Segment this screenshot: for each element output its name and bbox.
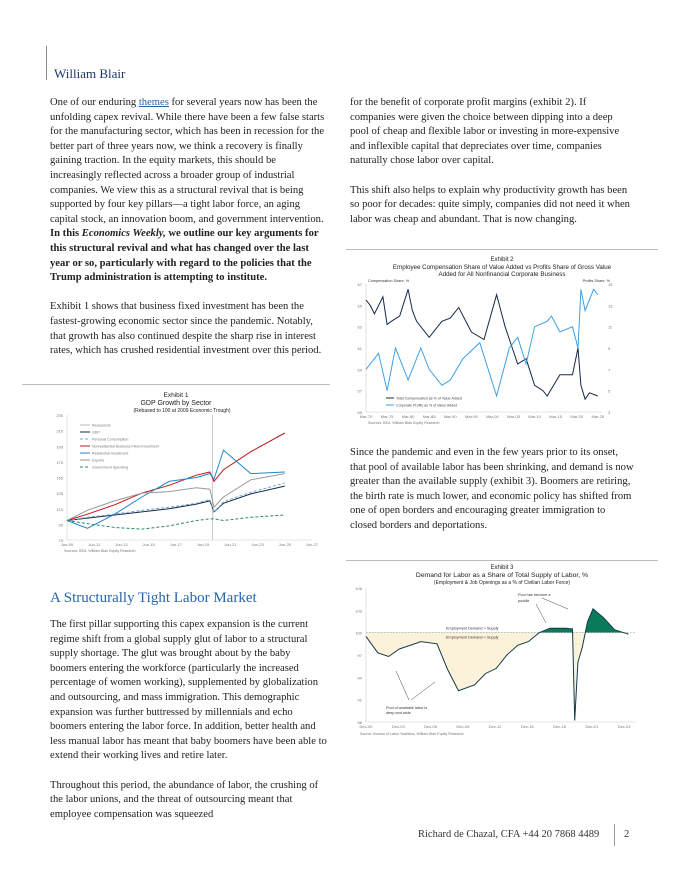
y-tick-label: 97 [357,653,362,658]
x-tick-label: Mar-90 [443,414,457,419]
y-tick-label: 195 [56,444,63,450]
exhibit-label: Exhibit 1 [163,392,189,399]
y2-axis-title: Profits Share, % [582,279,610,283]
x-tick-label: Jun-17 [169,542,183,547]
annotation-below: Employment Demand < Supply [446,635,499,640]
x-tick-label: Mar-00 [486,414,499,419]
x-tick-label: Jun-11 [88,542,101,547]
arrow [536,604,546,623]
y-tick-label: 135 [56,491,63,497]
y-tick-label: 88 [357,720,362,725]
legend-label: Total Compensation as % of Value Added [396,396,462,401]
text: for several years now has been the unfolding capex revival. While there have been a few false starts for the manufacturing sector, which has been in recession for the better part of three years now, we think a recovery is finally gaining traction. In the equity markets, this should be increasingly reflected across a broader group of industrial companies. We view this as a structural revival that is being supported by four key pillars—a tight labor force, an aging capital stock, an innovation boom, and government intervention. [50,97,325,225]
x-tick-label: Mar-15 [549,414,562,419]
series-line [67,486,285,520]
x-tick-label: Jun-23 [251,542,264,547]
y2-tick-label: 15 [608,282,613,287]
text: In this [50,228,82,240]
x-tick-label: Mar-25 [591,414,605,419]
exhibit-1-chart [22,384,330,557]
y2-tick-label: 13 [608,303,613,309]
paragraph: Throughout this period, the abundance of labor, the crushing of the labor unions, and the threat of outsourcing meant that employee compensation was squeezed [50,779,319,820]
x-tick-label: Mar-70 [359,414,373,419]
y-tick-label: 61 [357,346,362,351]
paragraph: The first pillar supporting this capex expansion is the current regime shift from a global supply glut of labor to a structural supply shortage. The glut was brought about by the baby boomers entering the workforce (particularly the increased percentage of women working), supplemented by globalization and outsourcing, and mass immigration. This demographic expansion was further buttressed by millennials and echo boomers entering the labor force. In addition, better health and less manual labor has meant that baby boomers have been able to extend their working lives and retire later. [50,619,327,762]
arrow [411,682,435,700]
chart-source: Sources: BEA, William Blair Equity Research [368,421,440,425]
y-tick-label: 75 [58,538,63,543]
left-column-bottom [50,618,328,837]
y2-tick-label: 3 [608,410,611,415]
legend-label: Corporate Profits as % of Value Added [396,403,458,408]
annotation-pool-2: deep and wide [386,711,411,715]
x-tick-label: Dec-21 [585,724,599,729]
x-tick-label: Mar-05 [507,414,520,419]
y2-tick-label: 7 [608,367,611,373]
legend-label: Government Spending [92,465,128,470]
annotation-above: Employment Demand > Supply [446,626,499,631]
legend-label: Residential Investment [92,451,129,456]
legend-label: Personal Consumption [92,437,129,442]
x-tick-label: Mar-75 [380,414,394,419]
x-tick-label: Mar-95 [465,414,478,419]
chart-subtitle: (Employment & Job Openings as a % of Civilian Labor Force) [433,580,571,586]
chart-title: Demand for Labor as a Share of Total Supply of Labor, % [415,572,589,579]
publication-name: Economics Weekly, [81,228,166,240]
exhibit-label: Exhibit 3 [490,565,514,571]
y-tick-label: 215 [56,428,63,434]
x-tick-label: Dec-09 [456,724,470,729]
legend-label: GDP [92,430,100,435]
annotation-puddle: Pool has become a [518,593,551,597]
y2-tick-label: 11 [608,324,613,330]
paragraph: for the benefit of corporate profit margins (exhibit 2). If companies were given the choice between dipping into a deep pool of cheap and flexible labor or investing in more-expensive and inflexible capital that depreciates over time, companies naturally chose labor over capital. [350,97,620,167]
themes-link[interactable]: themes [138,97,169,108]
y-tick-label: 55 [357,410,362,415]
y-tick-label: 175 [56,459,63,465]
y2-tick-label: 9 [608,346,611,351]
text: we outline our key arguments for this structural revival and what has changed over the last year or so, particularly with regard to the policies that the Trump administration is attempting to institute. [50,228,319,284]
y-tick-label: 106 [355,586,362,591]
x-tick-label: Jun-25 [278,542,291,547]
y-tick-label: 65 [357,303,362,309]
x-tick-label: Dec-12 [488,724,502,729]
x-tick-label: Dec-03 [391,724,405,729]
series-line [366,289,598,396]
y-tick-label: 235 [56,413,63,418]
series-line [67,483,285,521]
x-tick-label: Dec-06 [424,724,437,729]
paragraph: Exhibit 1 shows that business fixed investment has been the fastest-growing economic sector since the pandemic. Notably, that growth has also continued despite the sharp rise in interest rates, which has crushed residential investment over this period. [50,301,322,357]
legend-label: Nonresidential Business Fixed Investment [92,444,159,449]
y-tick-label: 91 [357,697,362,703]
arrow [396,671,409,700]
x-tick-label: Dec-00 [359,724,373,729]
right-column-middle [350,446,634,548]
y-tick-label: 100 [355,630,362,636]
x-tick-label: Jun-21 [224,542,237,547]
annotation-puddle-2: puddle [518,599,530,603]
chart-title: Employee Compensation Share of Value Added vs Profits Share of Gross Value [392,264,612,271]
x-tick-label: Jun-09 [60,542,74,547]
chart-source: Source: Bureau of Labor Statistics, William Blair Equity Research [360,732,464,736]
paragraph: Since the pandemic and even in the few years prior to its onset, that pool of available labor has been shrinking, and demand is now greater than the available supply (exhibit 3). Boomers are retiring, the birth rate is much lower, and economic policy has shifted from one of open borders and encouraging greater immigration to closed borders and deportations. [350,447,634,531]
x-tick-label: Mar-85 [422,414,436,419]
legend-label: Exports [92,458,105,463]
y-axis-title: Compensation Share, % [368,279,410,283]
x-tick-label: Dec-18 [553,724,567,729]
brand-name: William Blair [54,66,126,81]
y-tick-label: 67 [357,282,362,287]
y-tick-label: 94 [357,675,362,681]
y-tick-label: 115 [56,506,63,512]
x-tick-label: Jun-27 [305,542,319,547]
bold-text [50,228,318,283]
y-tick-label: 103 [355,608,362,614]
footer-divider [614,824,615,846]
x-tick-label: Dec-24 [617,724,631,729]
exhibit-2-chart [346,249,658,432]
y-tick-label: 59 [357,367,362,373]
y2-tick-label: 5 [608,388,611,394]
paragraph: This shift also helps to explain why productivity growth has been so poor for decades: quite simply, companies did not need it when labor was cheap and abundant. That is now changing. [350,184,630,225]
text: One of our enduring [50,97,139,108]
y-tick-label: 95 [58,522,63,528]
x-tick-label: Mar-80 [401,414,415,419]
x-tick-label: Jun-19 [196,542,210,547]
series-line [366,289,598,399]
x-tick-label: Jun-13 [115,542,128,547]
chart-title: GDP Growth by Sector [140,400,212,407]
exhibit-label: Exhibit 2 [490,257,514,263]
x-tick-label: Mar-10 [528,414,541,419]
left-column-top [50,96,328,373]
author-contact: Richard de Chazal, CFA +44 20 7868 4489 [418,829,600,840]
header-divider [46,46,47,80]
paragraph [50,96,328,286]
chart-source: Sources: BEA, William Blair Equity Research [64,549,136,553]
y-tick-label: 57 [357,388,362,394]
legend-label: Recessions [92,423,111,428]
x-tick-label: Mar-20 [570,414,584,419]
annotation-pool: Pool of available labor is [386,706,428,710]
chart-title-line2: Added for All Nonfinancial Corporate Business [438,271,566,278]
exhibit-3-chart [346,560,658,743]
right-column-top [350,96,634,242]
y-tick-label: 63 [357,324,362,330]
y-tick-label: 155 [56,475,63,481]
section-heading: A Structurally Tight Labor Market [50,590,257,606]
arrow [542,598,568,609]
x-tick-label: Dec-15 [520,724,534,729]
chart-subtitle: (Rebased to 100 at 2009 Economic Trough) [133,408,231,414]
x-tick-label: Jun-15 [142,542,155,547]
page-number: 2 [624,829,630,840]
